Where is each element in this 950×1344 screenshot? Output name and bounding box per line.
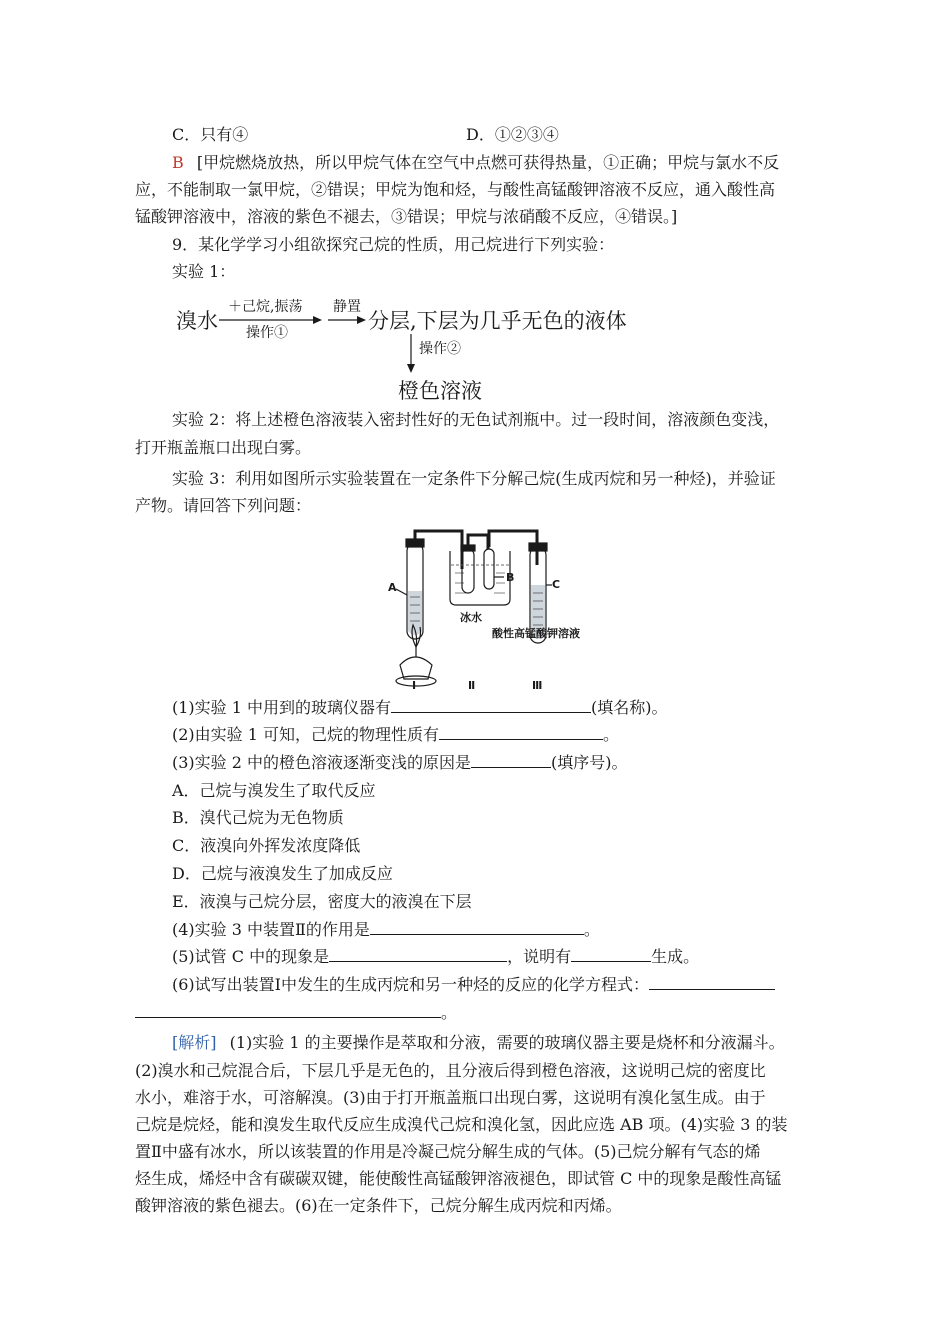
flow-arrows <box>0 0 950 420</box>
label-b: B <box>506 571 515 584</box>
answer-explanation-line-1: B [甲烷燃烧放热，所以甲烷气体在空气中点燃可获得热量，①正确；甲烷与氯水不反 <box>172 153 780 172</box>
answer-blank-5b[interactable] <box>571 945 651 962</box>
option-e: E．液溴与己烷分层，密度大的液溴在下层 <box>172 892 472 911</box>
sub-question-4: (4)实验 3 中装置Ⅱ的作用是 。 <box>172 920 600 939</box>
option-c-q9: C．液溴向外挥发浓度降低 <box>172 836 361 855</box>
flow-final-orange-solution: 橙色溶液 <box>398 379 482 403</box>
analysis-line-6: 烃生成，烯烃中含有碳碳双键，能使酸性高锰酸钾溶液褪色，即试管 C 中的现象是酸性高锰 <box>135 1169 782 1188</box>
label-a: A <box>388 581 397 594</box>
analysis-line-4: 己烷是烷烃，能和溴发生取代反应生成溴代己烷和溴化氢，因此应选 AB 项。(4)实验 3 的装 <box>135 1115 788 1134</box>
experiment-1-label: 实验 1： <box>172 262 236 281</box>
experiment-3-line-2: 产物。请回答下列问题： <box>135 496 312 515</box>
experiment-3-line-1: 实验 3：利用如图所示实验装置在一定条件下分解己烷(生成丙烷和另一种烃)，并验证 <box>172 469 776 488</box>
answer-explanation-line-3: 锰酸钾溶液中，溶液的紫色不褪去，③错误；甲烷与浓硝酸不反应，④错误。] <box>135 207 678 226</box>
answer-blank-6a[interactable] <box>649 973 775 990</box>
test-tube-b <box>462 549 474 593</box>
flow-arrow1-bottom-label: 操作① <box>246 325 288 341</box>
flow-arrow2-top-label: 静置 <box>333 299 361 315</box>
option-a: A．己烷与溴发生了取代反应 <box>172 781 376 800</box>
answer-blank-5a[interactable] <box>329 945 507 962</box>
experiment-2-line-2: 打开瓶盖瓶口出现白雾。 <box>135 438 312 457</box>
answer-blank-6b[interactable] <box>135 1001 441 1018</box>
experiment-2-line-1: 实验 2：将上述橙色溶液装入密封性好的无色试剂瓶中。过一段时间，溶液颜色变浅， <box>172 410 780 429</box>
answer-blank-2[interactable] <box>439 723 603 740</box>
answer-explanation-line-2: 应，不能制取一氯甲烷，②错误；甲烷为饱和烃，与酸性高锰酸钾溶液不反应，通入酸性高 <box>135 180 776 199</box>
sub-question-2: (2)由实验 1 可知，己烷的物理性质有 。 <box>172 725 620 744</box>
option-d: D．①②③④ <box>466 125 559 144</box>
question-9-stem: 9．某化学学习小组欲探究己烷的性质，用己烷进行下列实验： <box>172 235 615 254</box>
answer-blank-1[interactable] <box>391 696 591 713</box>
flow-start-bromine-water: 溴水 <box>176 309 218 333</box>
label-ice-water: 冰水 <box>460 611 482 624</box>
flow-arrow1-top-label: ＋己烷,振荡 <box>228 299 303 315</box>
analysis-line-1: [解析] (1)实验 1 的主要操作是萃取和分液，需要的玻璃仪器主要是烧杯和分液漏斗。 <box>172 1033 785 1052</box>
analysis-line-2: (2)溴水和己烷混合后，下层几乎是无色的，且分液后得到橙色溶液，这说明己烷的密度比 <box>135 1061 766 1080</box>
sub-question-6-continued: 。 <box>135 1001 457 1025</box>
sub-question-1: (1)实验 1 中用到的玻璃仪器有 (填名称)。 <box>172 698 668 717</box>
analysis-label: [解析] <box>172 1033 217 1052</box>
apparatus-figure <box>380 525 620 695</box>
beaker-ice-water <box>450 551 510 605</box>
label-device-1: Ⅰ <box>412 679 417 692</box>
analysis-line-5: 置Ⅱ中盛有冰水，所以该装置的作用是冷凝己烷分解生成的气体。(5)己烷分解有气态的烯 <box>135 1142 761 1161</box>
sub-question-5: (5)试管 C 中的现象是 ，说明有 生成。 <box>172 947 700 966</box>
option-d-q9: D．己烷与液溴发生了加成反应 <box>172 864 393 883</box>
flow-result-layering: 分层,下层为几乎无色的液体 <box>368 309 627 333</box>
label-c: C <box>552 578 561 591</box>
analysis-line-7: 酸钾溶液的紫色褪去。(6)在一定条件下，己烷分解生成丙烷和丙烯。 <box>135 1196 622 1215</box>
sub-question-6: (6)试写出装置Ⅰ中发生的生成丙烷和另一种烃的反应的化学方程式： <box>172 973 775 997</box>
label-device-2: Ⅱ <box>468 679 476 692</box>
sub-question-3: (3)实验 2 中的橙色溶液逐渐变浅的原因是 (填序号)。 <box>172 753 628 772</box>
option-c: C．只有④ <box>172 125 249 144</box>
label-device-3: Ⅲ <box>532 679 543 692</box>
answer-blank-3[interactable] <box>471 751 551 768</box>
answer-letter: B <box>172 153 184 172</box>
analysis-line-3: 水小，难溶于水，可溶解溴。(3)由于打开瓶盖瓶口出现白雾，这说明有溴化氢生成。由于 <box>135 1088 766 1107</box>
flow-down-label: 操作② <box>419 341 461 357</box>
label-kmno4-solution: 酸性高锰酸钾溶液 <box>492 627 580 640</box>
answer-blank-4[interactable] <box>370 918 584 935</box>
option-b: B．溴代己烷为无色物质 <box>172 808 344 827</box>
